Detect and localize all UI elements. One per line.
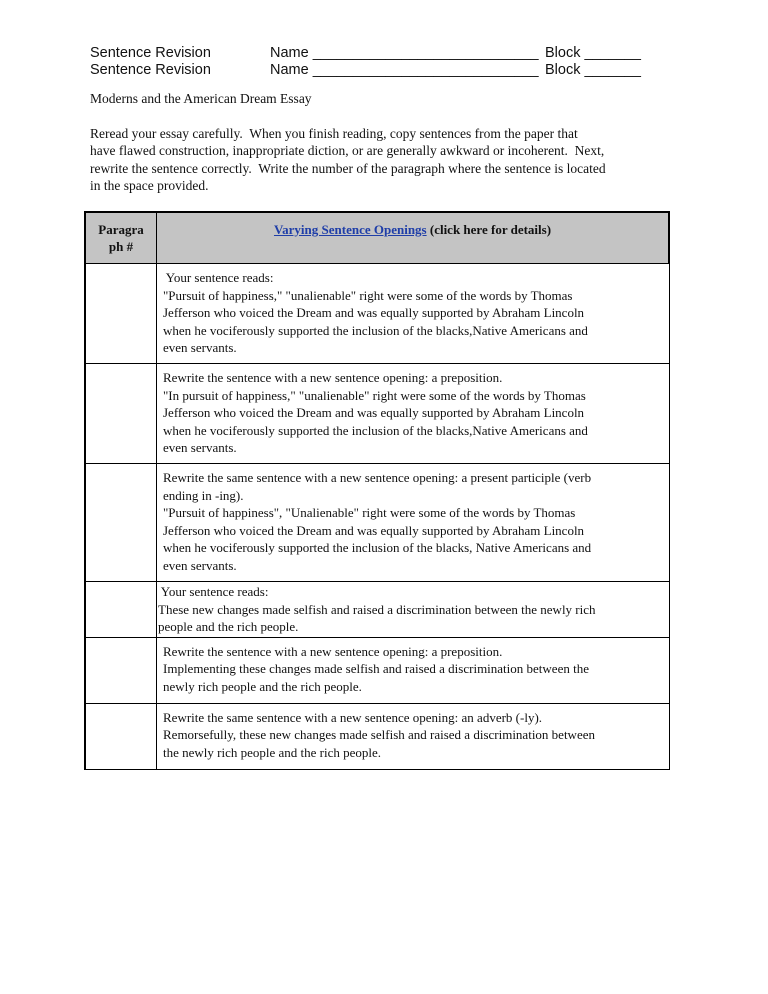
cell-line: the newly rich people and the rich people. (163, 744, 382, 760)
header-text: Paragra (98, 222, 144, 237)
cell-line: when he vociferously supported the inclusion of the blacks,Native Americans and (163, 322, 588, 338)
cell-line: Rewrite the same sentence with a new sentence opening: a present participle (verb (163, 470, 592, 485)
sentence-cell[interactable] (157, 464, 670, 582)
paragraph-number-cell[interactable] (85, 637, 157, 703)
sentence-cell[interactable] (157, 637, 670, 703)
cell-line: Your sentence reads: (158, 584, 269, 599)
cell-line: when he vociferously supported the inclusion of the blacks, Native Americans and (163, 540, 592, 556)
cell-line: These new changes made selfish and raised a discrimination between the newly rich (158, 601, 596, 617)
header-label: Sentence Revision (90, 62, 211, 78)
sentence-cell[interactable] (157, 364, 670, 464)
sentence-cell[interactable] (157, 264, 670, 364)
sentence-cell[interactable] (157, 582, 670, 638)
table-row (85, 364, 669, 464)
instruction-line: Reread your essay carefully. When you finish reading, copy sentences from the paper that (90, 126, 578, 141)
instruction-line: in the space provided. (90, 178, 209, 194)
cell-line: Rewrite the sentence with a new sentence opening: a preposition. (163, 370, 503, 385)
cell-line: even servants. (163, 340, 237, 356)
cell-line: Implementing these changes made selfish and raised a discrimination between the (163, 661, 589, 677)
cell-line: people and the rich people. (158, 619, 299, 635)
cell-line: "Pursuit of happiness", "Unalienable" right were some of the words by Thomas (163, 505, 576, 521)
table-row (85, 703, 669, 769)
paragraph-column-header (85, 212, 157, 264)
varying-openings-link[interactable]: Varying Sentence Openings (273, 222, 427, 237)
paragraph-number-cell[interactable] (85, 364, 157, 464)
table-row (85, 582, 669, 638)
table-row (85, 264, 669, 364)
cell-line: even servants. (163, 557, 237, 573)
sentence-column-header (157, 212, 670, 264)
header-suffix: (click here for details) (426, 222, 552, 237)
cell-line: when he vociferously supported the inclusion of the blacks,Native Americans and (163, 422, 588, 438)
cell-line: Jefferson who voiced the Dream and was equally supported by Abraham Lincoln (163, 305, 585, 321)
instructions (90, 125, 680, 195)
revision-table (84, 211, 670, 770)
paragraph-number-cell[interactable] (85, 582, 157, 638)
sentence-cell[interactable] (157, 703, 670, 769)
cell-line: Rewrite the same sentence with a new sentence opening: an adverb (-ly). (163, 709, 543, 725)
cell-line: Rewrite the sentence with a new sentence opening: a preposition. (163, 643, 503, 659)
name-field[interactable]: Name ____________________________ (270, 45, 539, 61)
cell-line: "Pursuit of happiness," "unalienable" right were some of the words by Thomas (163, 287, 573, 303)
instruction-line: rewrite the sentence correctly. Write the number of the paragraph where the sentence is located (90, 160, 606, 176)
instruction-line: have flawed construction, inappropriate diction, or are generally awkward or incoherent. Next, (90, 143, 605, 159)
header-text: ph # (108, 239, 134, 254)
cell-line: newly rich people and the rich people. (163, 678, 362, 694)
table-row (85, 637, 669, 703)
cell-line: Jefferson who voiced the Dream and was equally supported by Abraham Lincoln (163, 522, 585, 538)
cell-line: even servants. (163, 440, 237, 456)
essay-title: Moderns and the American Dream Essay (90, 91, 312, 106)
cell-line: Your sentence reads: (163, 270, 274, 285)
cell-line: Jefferson who voiced the Dream and was equally supported by Abraham Lincoln (163, 405, 585, 421)
table-row (85, 464, 669, 582)
block-field[interactable]: Block _______ (545, 62, 641, 78)
cell-line: "In pursuit of happiness," "unalienable" right were some of the words by Thomas (163, 387, 586, 403)
paragraph-number-cell[interactable] (85, 264, 157, 364)
name-field[interactable]: Name ____________________________ (270, 62, 539, 78)
paragraph-number-cell[interactable] (85, 464, 157, 582)
paragraph-number-cell[interactable] (85, 703, 157, 769)
cell-line: Remorsefully, these new changes made selfish and raised a discrimination between (163, 727, 595, 743)
block-field[interactable]: Block _______ (545, 45, 641, 61)
cell-line: ending in -ing). (163, 487, 244, 503)
header-label: Sentence Revision (90, 45, 211, 61)
table-header-row (85, 212, 669, 264)
